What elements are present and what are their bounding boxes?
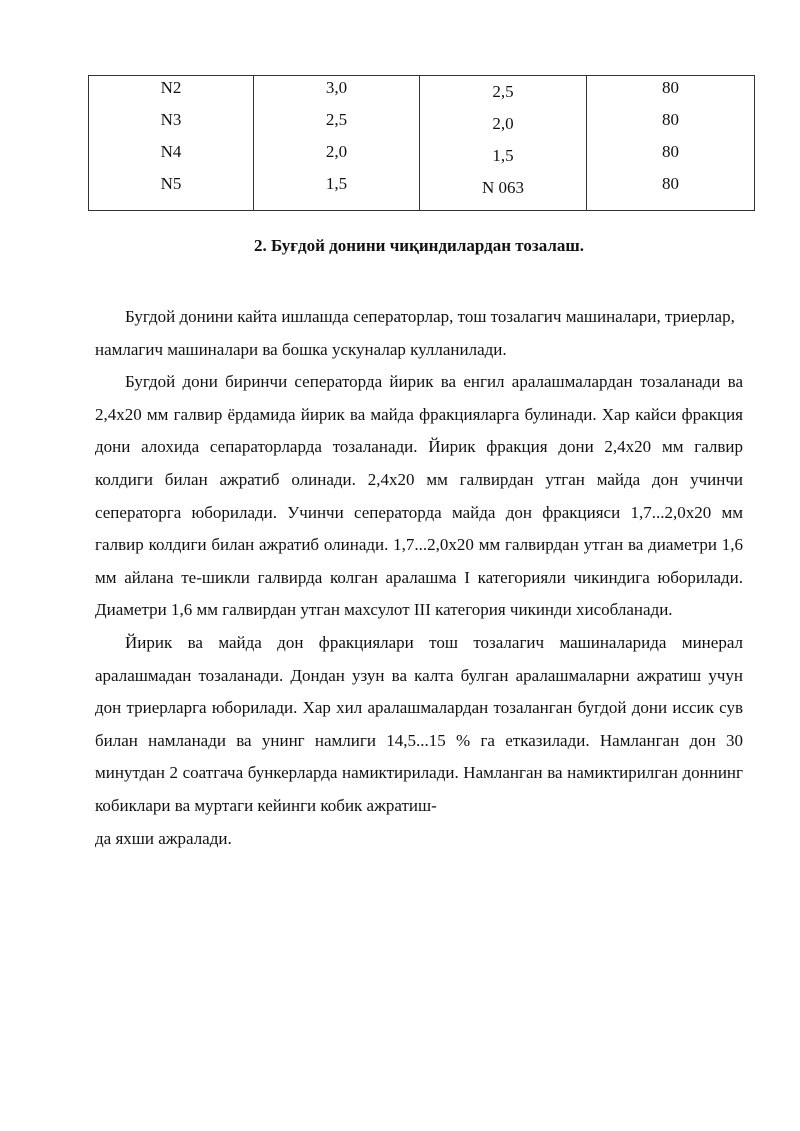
paragraph: Йирик ва майда дон фракциялари тош тозалагич машиналарида минерал аралашмадан тозаланади. Дондан узун ва калта булган аралашмаларни ажратиш учун дон триерларга юборилади. Хар хил аралашмалардан тозаланган бугдой дони иссик сув билан намланади ва унинг намлиги 14,5...15 % га етказилади. Намланган дон 30 минутдан 2 соатгача бункерларда намиктирилади. Намланган ва намиктирилган доннинг кобиклари ва муртаги кейинги кобик ажратиш- [95,632,743,815]
table-cell-value: 2,0 [492,114,514,133]
table-cell-value: 3,0 [325,78,348,97]
table-cell-value: N4 [160,142,182,161]
paragraph: Бугдой дони биринчи сеператорда йирик ва енгил аралашмалардан тозаланади ва 2,4х20 мм галвир ёрдамида йирик ва майда фракцияларга булинади. Хар кайси фракция дони алохида сепараторларда тозаланади. Йирик фракция дони 2,4х20 мм галвир колдиги билан ажратиб олинади. 2,4х20 мм галвирдан утган майда дон учинчи сеператорга юборилади. Учинчи сеператорда майда дон фракцияси 1,7...2,0х20 мм галвир колдиги билан ажратиб олинади. 1,7...2,0х20 мм галвирдан утган ва диаметри 1,6 мм айлана те-шикли галвирда колган аралашма I категорияли чикиндига юборилади. Диаметри 1,6 мм галвирдан утган махсулот III категория чикинди хисобланади. [95,372,743,620]
paragraph: да яхши ажралади. [95,828,232,848]
table-cell-value: 1,5 [492,146,514,165]
table-cell-col2 [254,76,420,211]
table-cell-col4 [587,76,755,211]
table-cell-value: 80 [662,174,679,193]
body-text [95,301,743,855]
table-row [89,76,755,211]
table-cell-value: N5 [160,174,182,193]
table-cell-value: N2 [160,78,182,97]
table-cell-value: 1,5 [325,174,348,193]
table-cell-col3 [420,76,587,211]
section-heading: 2. Буғдой донини чиқиндилардан тозалаш. [253,236,585,255]
table-cell-value: 80 [662,142,679,161]
paragraph: Бугдой донини кайта ишлашда сеператорлар, тош тозалагич машиналари, триерлар, намлагич машиналари ва бошка ускуналар кулланилади. [95,307,735,359]
data-table-wrapper [88,75,750,211]
table-cell-value: 80 [662,78,679,97]
data-table [88,75,755,211]
table-cell-value: 2,5 [492,82,514,101]
table-cell-value: N 063 [481,178,525,197]
table-cell-value: 2,0 [325,142,348,161]
table-cell-value: N3 [160,110,182,129]
table-cell-col1 [89,76,254,211]
table-cell-value: 80 [662,110,679,129]
table-cell-value: 2,5 [325,110,348,129]
